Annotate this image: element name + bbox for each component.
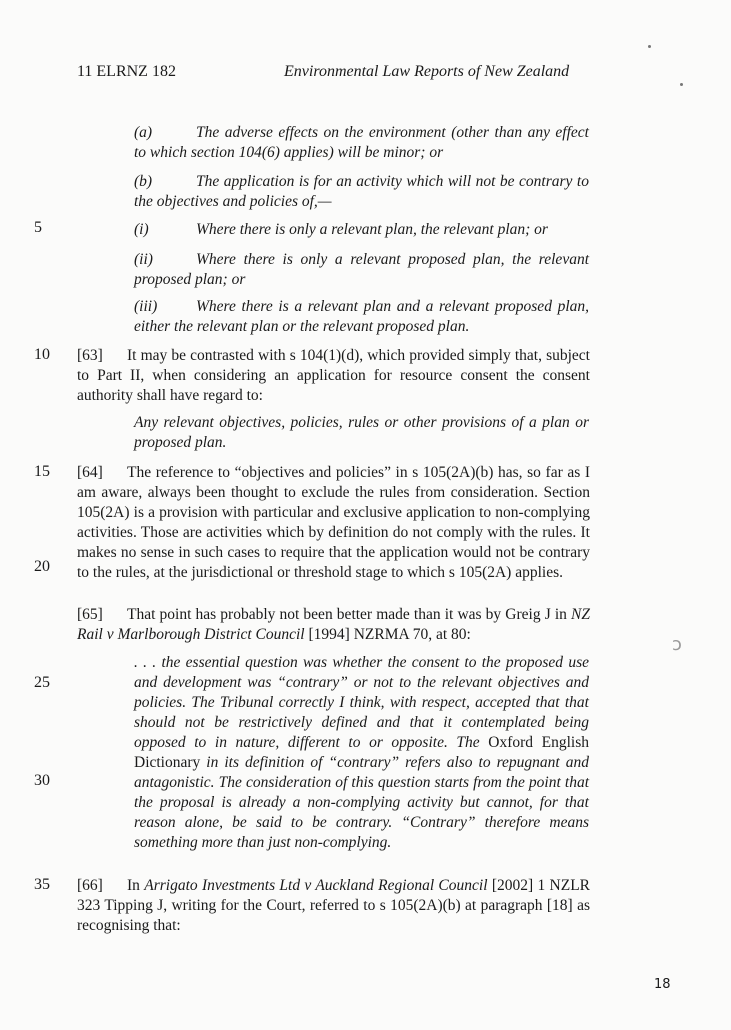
clause-label: (ii) (134, 251, 153, 268)
paragraph-63-quote: Any relevant objectives, policies, rules or other provisions of a plan or proposed plan. (134, 414, 589, 451)
paragraph-66 (77, 876, 590, 936)
quote-text: . . . the essential question was whether the consent to the proposed use and development was “contrary” or not to the relevant objectives and policies. The Tribunal correctly I think, with respect, accepted that that should not be restrictively defined and that it contemplated being opposed to in nature, different to or opposite. The (134, 654, 589, 751)
clause-i (134, 220, 589, 240)
clause-b (134, 172, 589, 212)
paragraph-number: [65] (77, 606, 103, 623)
quote-text: in its definition of “contrary” refers also to repugnant and antagonistic. The consideration of this question starts from the point that the proposal is already a non-complying activity but cannot, for that reason alone, be said to be contrary. “Contrary” therefore means something more than just non-complying. (134, 754, 589, 851)
clause-ii (134, 250, 589, 290)
paragraph-65 (77, 605, 590, 645)
clause-text: Where there is a relevant plan and a relevant proposed plan, either the relevant plan or the relevant proposed plan. (134, 298, 589, 335)
case-citation: NZ Rail v Marlborough District Council (77, 606, 590, 643)
scan-smudge-icon: ↄ (672, 634, 682, 655)
line-number: 25 (34, 674, 50, 691)
header-citation: 11 ELRNZ 182 (77, 63, 176, 80)
clause-text: Where there is only a relevant plan, the relevant plan; or (196, 221, 548, 238)
dictionary-title: Oxford English Dictionary (134, 734, 589, 771)
clause-a (134, 123, 589, 163)
paragraph-text: In (127, 877, 145, 894)
paragraph-64 (77, 463, 590, 583)
clause-label: (iii) (134, 298, 158, 315)
line-number: 15 (34, 463, 50, 480)
paragraph-65-quote (134, 653, 589, 853)
clause-text: The application is for an activity which will not be contrary to the objectives and policies of,— (134, 173, 589, 210)
line-number: 10 (34, 346, 50, 363)
clause-text: Where there is only a relevant proposed plan, the relevant proposed plan; or (134, 251, 589, 288)
paragraph-number: [63] (77, 347, 103, 364)
clause-text: The adverse effects on the environment (other than any effect to which section 104(6) applies) will be minor; or (134, 124, 589, 161)
clause-label: (a) (134, 124, 153, 141)
clause-iii (134, 297, 589, 337)
clause-label: (i) (134, 221, 149, 238)
paragraph-text: That point has probably not been better made than it was by Greig J in (127, 606, 572, 623)
paragraph-text: The reference to “objectives and policies” in s 105(2A)(b) has, so far as I am aware, always been thought to exclude the rules from consideration. Section 105(2A) is a provision with particular and exclusive application to non-complying activities. Those are activities which by definition do not comply with the rules. It makes no sense in such cases to require that the application would not be contrary to the rules, at the jurisdictional or threshold stage to which s 105(2A) applies. (77, 464, 590, 581)
paragraph-number: [66] (77, 877, 103, 894)
header-journal-title: Environmental Law Reports of New Zealand (284, 63, 570, 80)
case-citation: Arrigato Investments Ltd v Auckland Regional Council (144, 877, 488, 894)
line-number: 5 (34, 219, 42, 236)
paragraph-text: It may be contrasted with s 104(1)(d), which provided simply that, subject to Part II, when considering an application for resource consent the consent authority shall have regard to: (77, 347, 590, 404)
paragraph-63 (77, 346, 590, 406)
paragraph-text: [1994] NZRMA 70, at 80: (304, 626, 471, 643)
clause-label: (b) (134, 173, 153, 190)
paragraph-number: [64] (77, 464, 103, 481)
line-number: 35 (34, 876, 50, 893)
page-number: 18 (654, 977, 671, 992)
scan-speck (680, 83, 683, 86)
line-number: 20 (34, 558, 50, 575)
paragraph-text: [2002] 1 NZLR 323 Tipping J, writing for the Court, referred to s 105(2A)(b) at paragraph [18] as recognising that: (77, 877, 591, 934)
scan-speck (648, 45, 651, 48)
line-number: 30 (34, 772, 50, 789)
